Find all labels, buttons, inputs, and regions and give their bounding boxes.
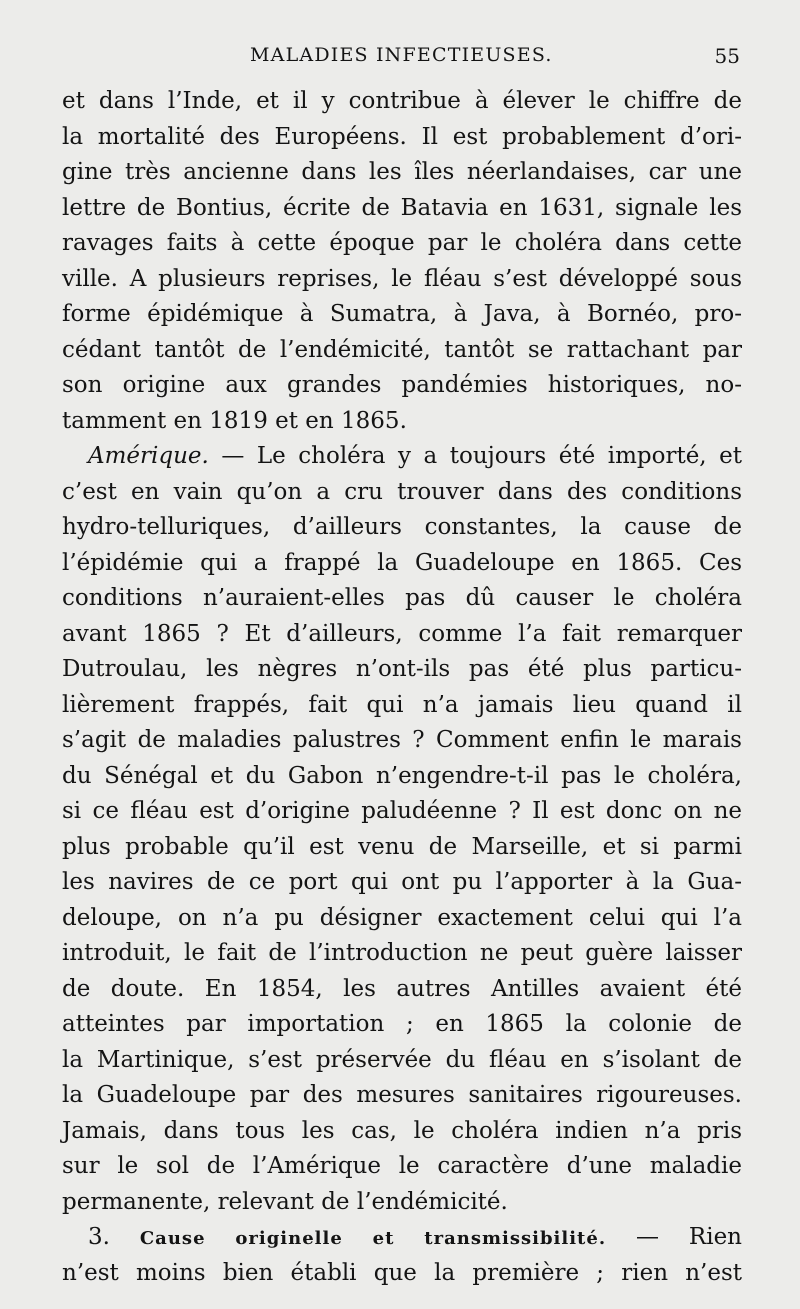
text-line: du Sénégal et du Gabon n’engendre-t-il pas le choléra, bbox=[62, 762, 742, 789]
text-line: conditions n’auraient-elles pas dû causer le choléra bbox=[62, 585, 742, 611]
section-heading-line bbox=[62, 1220, 742, 1256]
section-title: Cause originelle et transmissibilité. bbox=[139, 1228, 607, 1249]
section-number: 3. bbox=[88, 1224, 110, 1250]
text-line: la Martinique, s’est préservée du fléau en s’isolant de bbox=[62, 1046, 742, 1073]
text-line: deloupe, on n’a pu désigner exactement celui qui l’a bbox=[62, 904, 742, 931]
paragraph-heading-line bbox=[62, 439, 742, 475]
text-line: son origine aux grandes pandémies historiques, no- bbox=[62, 372, 742, 398]
text-line: la mortalité des Européens. Il est probablement d’ori- bbox=[62, 123, 742, 150]
text-line: permanente, relevant de l’endémicité. bbox=[62, 1188, 508, 1215]
text-line: atteintes par importation ; en 1865 la colonie de bbox=[62, 1011, 742, 1037]
text-line: de doute. En 1854, les autres Antilles avaient été bbox=[62, 975, 742, 1002]
text-line: forme épidémique à Sumatra, à Java, à Bornéo, pro- bbox=[62, 301, 742, 327]
paragraph-heading: Amérique. bbox=[88, 443, 209, 469]
page-number: 55 bbox=[714, 44, 740, 68]
text-line: hydro-telluriques, d’ailleurs constantes, la cause de bbox=[62, 514, 742, 540]
text-line: les navires de ce port qui ont pu l’apporter à la Gua- bbox=[62, 869, 742, 895]
text-line: la Guadeloupe par des mesures sanitaires rigoureuses. bbox=[62, 1082, 742, 1108]
text-line: s’agit de maladies palustres ? Comment enfin le marais bbox=[62, 727, 742, 753]
text-line: introduit, le fait de l’introduction ne peut guère laisser bbox=[62, 940, 742, 966]
running-title: MALADIES INFECTIEUSES. bbox=[250, 44, 553, 66]
text-line: sur le sol de l’Amérique le caractère d’une maladie bbox=[62, 1153, 742, 1179]
text-line: avant 1865 ? Et d’ailleurs, comme l’a fait remarquer bbox=[62, 620, 742, 647]
text-line: si ce fléau est d’origine paludéenne ? Il est donc on ne bbox=[62, 798, 742, 824]
text-line: lettre de Bontius, écrite de Batavia en 1631, signale les bbox=[62, 194, 742, 221]
text-line: c’est en vain qu’on a cru trouver dans des conditions bbox=[62, 478, 742, 505]
text-line: ravages faits à cette époque par le choléra dans cette bbox=[62, 230, 742, 256]
text-line: cédant tantôt de l’endémicité, tantôt se rattachant par bbox=[62, 336, 742, 363]
body-text bbox=[62, 84, 742, 1291]
page-header bbox=[230, 44, 740, 74]
text-line: ville. A plusieurs reprises, le fléau s’est développé sous bbox=[62, 265, 742, 292]
text-line: Dutroulau, les nègres n’ont-ils pas été plus particu- bbox=[62, 656, 742, 682]
text-run: — Le choléra y a toujours été importé, et bbox=[208, 443, 742, 469]
text-line: et dans l’Inde, et il y contribue à élever le chiffre de bbox=[62, 88, 742, 114]
text-line: lièrement frappés, fait qui n’a jamais lieu quand il bbox=[62, 691, 742, 718]
text-line: tamment en 1819 et en 1865. bbox=[62, 407, 407, 434]
text-run: — Rien bbox=[606, 1224, 742, 1250]
text-line: n’est moins bien établi que la première ; rien n’est bbox=[62, 1259, 742, 1286]
text-line: Jamais, dans tous les cas, le choléra indien n’a pris bbox=[62, 1117, 742, 1144]
text-line: l’épidémie qui a frappé la Guadeloupe en 1865. Ces bbox=[62, 549, 742, 576]
text-line: plus probable qu’il est venu de Marseille, et si parmi bbox=[62, 833, 742, 860]
text-line: gine très ancienne dans les îles néerlandaises, car une bbox=[62, 159, 742, 185]
